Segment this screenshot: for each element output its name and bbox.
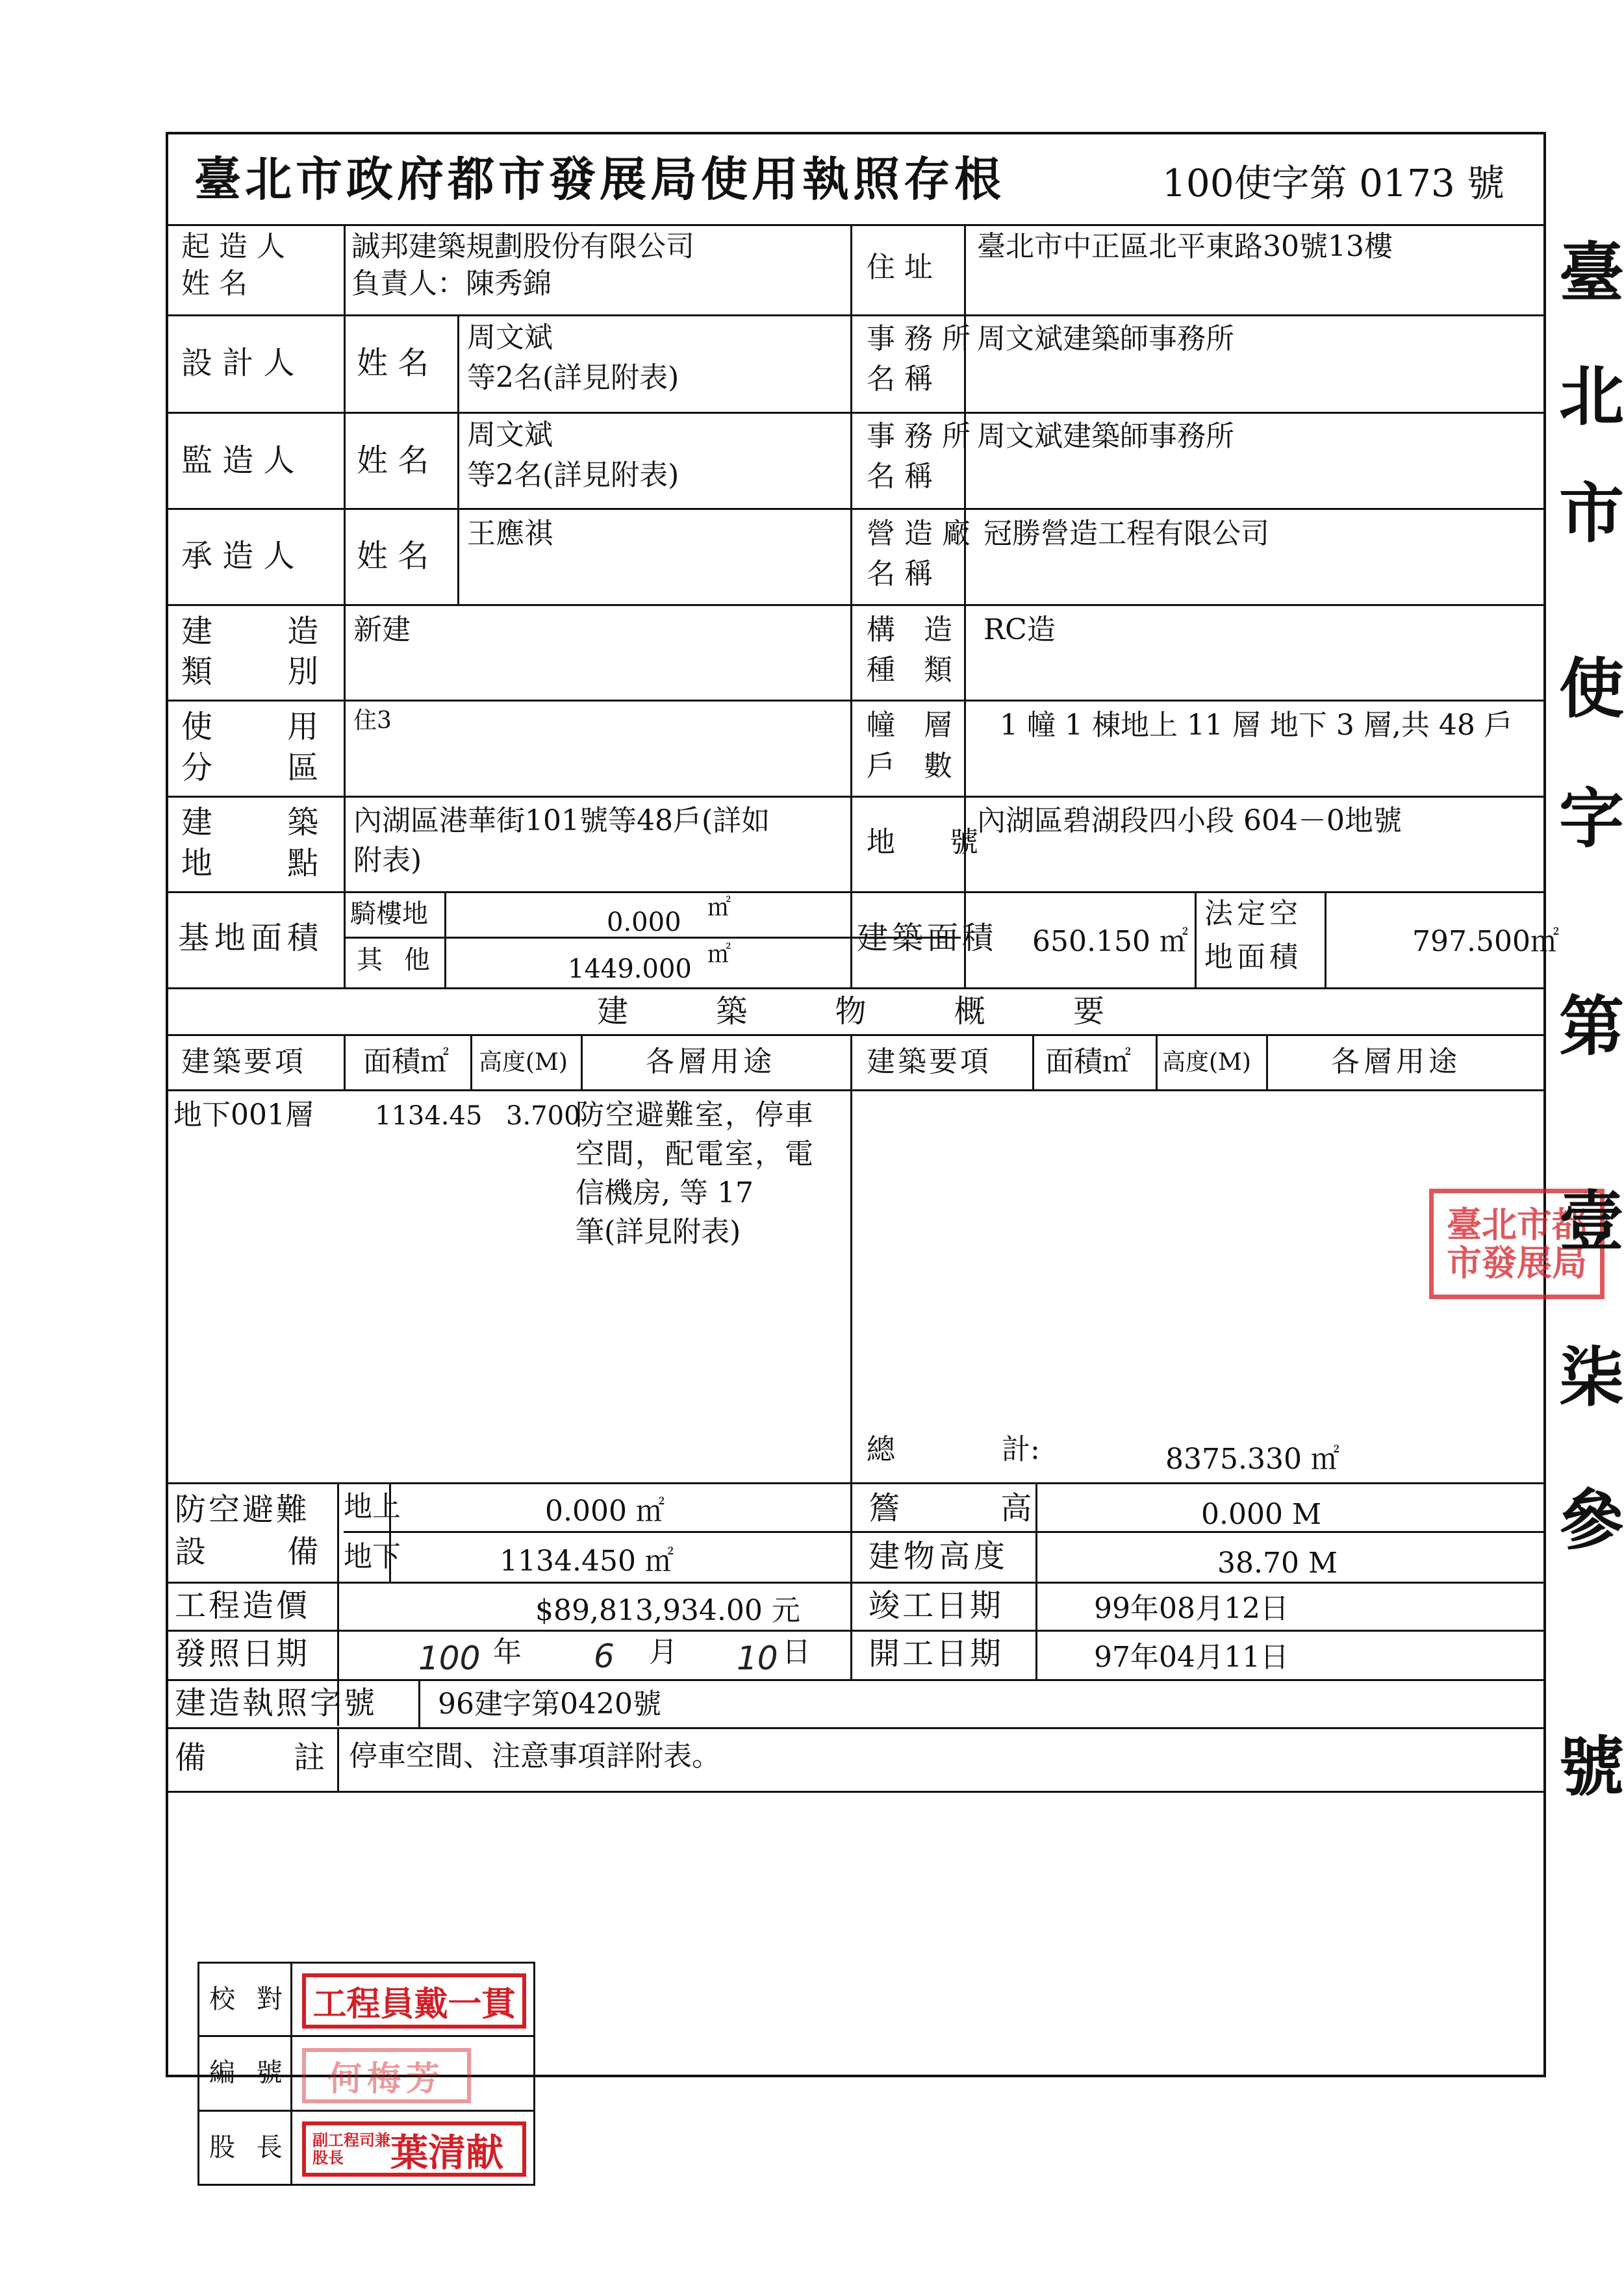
floor-use-4: 筆(詳見附表) <box>576 1215 741 1248</box>
build-type-label: 建 造 <box>181 613 319 650</box>
chief-label: 股 長 <box>209 2132 283 2162</box>
designer-office-label: 事 務 所 <box>867 322 971 355</box>
margin-char: 臺 <box>1559 234 1624 311</box>
below-label: 地下 <box>344 1540 401 1573</box>
zoning-label: 使 用 <box>181 709 319 745</box>
col-line <box>444 891 446 987</box>
margin-char: 壹 <box>1559 1183 1624 1259</box>
col-line <box>1032 1034 1034 1089</box>
above-area: 0.000 ㎡ <box>545 1495 665 1528</box>
row-line <box>168 1679 1546 1681</box>
location-label-2: 地 點 <box>181 845 319 881</box>
builder-company: 誠邦建築規劃股份有限公司 <box>351 230 694 263</box>
col-line <box>418 1679 420 1727</box>
arcade-unit: ㎡ <box>707 894 731 921</box>
col-line <box>1266 1034 1268 1089</box>
address-label: 住 址 <box>867 251 933 284</box>
col-line <box>850 1482 852 1679</box>
issue-year-unit: 年 <box>493 1636 522 1669</box>
row-line <box>168 604 1546 606</box>
contractor-name-label: 姓 名 <box>357 538 429 574</box>
shelter-label: 防空避難 <box>175 1491 311 1528</box>
cost-label: 工程造價 <box>175 1588 311 1624</box>
supervisor-office: 周文斌建築師事務所 <box>977 420 1234 453</box>
margin-char: 柒 <box>1559 1339 1624 1415</box>
builder-representative: 負責人：陳秀錦 <box>351 267 552 300</box>
above-label: 地上 <box>344 1490 401 1523</box>
contractor-label: 承 造 人 <box>181 538 295 574</box>
supervisor-name: 周文斌 <box>467 418 553 451</box>
col-item-right: 建築要項 <box>867 1045 991 1078</box>
form-title: 臺北市政府都市發展局使用執照存根 <box>194 151 1006 207</box>
margin-char: 市 <box>1559 475 1624 551</box>
build-type-label-2: 類 別 <box>181 653 319 690</box>
completion-date: 99年08月12日 <box>1094 1592 1289 1625</box>
col-height-left: 高度(M) <box>479 1049 568 1076</box>
arcade-area: 0.000 <box>607 907 681 937</box>
designer-office: 周文斌建築師事務所 <box>977 322 1234 355</box>
site-area-label: 基地面積 <box>178 920 324 956</box>
margin-char: 參 <box>1559 1482 1624 1558</box>
location-address-2: 附表) <box>353 844 422 877</box>
build-type: 新建 <box>353 613 411 646</box>
designer-name-label: 姓 名 <box>357 345 429 381</box>
chief-stamp <box>302 2121 526 2177</box>
building-area: 650.150 ㎡ <box>1032 925 1188 958</box>
row-line <box>168 1630 1546 1632</box>
col-use-left: 各層用途 <box>646 1045 776 1078</box>
total-label: 總 計: <box>867 1433 1040 1466</box>
row-line <box>168 224 1546 226</box>
issue-date-label: 發照日期 <box>175 1636 311 1672</box>
col-line <box>850 224 852 987</box>
checker-stamp: 工程員戴一貫 <box>302 1973 526 2029</box>
row-line <box>168 1582 1546 1584</box>
col-line <box>1156 1034 1158 1089</box>
margin-char: 號 <box>1559 1728 1624 1805</box>
other-unit: ㎡ <box>707 941 731 968</box>
issue-year: 100 <box>418 1639 481 1677</box>
eave-label: 簷 高 <box>869 1490 1032 1526</box>
open-space-label-2: 地面積 <box>1204 941 1302 974</box>
issue-month-unit: 月 <box>649 1636 678 1669</box>
col-item-left: 建築要項 <box>181 1045 306 1078</box>
col-line <box>344 1034 346 1089</box>
row-line <box>168 1727 1546 1729</box>
other-area: 1449.000 <box>568 954 692 984</box>
designer-office-label-2: 名 稱 <box>867 362 933 396</box>
lot-number: 內湖區碧湖段四小段 604－0地號 <box>977 804 1402 837</box>
issue-month: 6 <box>594 1638 615 1675</box>
supervisor-name-label: 姓 名 <box>357 442 429 479</box>
structure-label-2: 種 類 <box>867 653 952 687</box>
row-line <box>850 1531 1546 1533</box>
row-line <box>168 891 1546 893</box>
construction-cost: $89,813,934.00 元 <box>535 1594 800 1627</box>
row-line <box>168 796 1546 798</box>
designer-name-extra: 等2名(詳見附表) <box>467 361 679 394</box>
remark-label: 備 註 <box>175 1740 325 1776</box>
col-line <box>457 314 459 604</box>
supervisor-office-label-2: 名 稱 <box>867 460 933 493</box>
building-height: 38.70 M <box>1217 1547 1338 1580</box>
numberer-stamp: 何梅芳 <box>302 2048 471 2103</box>
check-label: 校 對 <box>209 1984 283 2014</box>
contractor-firm-label: 營 造 廠 <box>867 517 971 550</box>
col-line <box>337 1727 339 1791</box>
row-line <box>168 1034 1546 1036</box>
contractor-name: 王應祺 <box>467 517 553 550</box>
location-label: 建 築 <box>181 804 319 841</box>
builder-label: 起 造 人 <box>181 230 285 263</box>
row-line <box>168 987 1546 989</box>
permit-form <box>166 132 1559 2175</box>
margin-char: 北 <box>1559 358 1624 435</box>
signature-table <box>197 1962 535 2186</box>
issue-day-unit: 日 <box>782 1636 811 1669</box>
structure-type: RC造 <box>983 613 1056 646</box>
col-area-left: 面積㎡ <box>363 1045 449 1078</box>
builder-name-label: 姓 名 <box>181 267 247 300</box>
number-label: 編 號 <box>209 2058 283 2088</box>
col-area-right: 面積㎡ <box>1045 1045 1131 1078</box>
remark: 停車空間、注意事項詳附表。 <box>349 1740 720 1773</box>
building-area-label: 建築面積 <box>857 920 998 956</box>
below-area: 1134.450 ㎡ <box>500 1545 674 1578</box>
issue-day: 10 <box>737 1639 778 1677</box>
chief-stamp-title: 副工程司兼股長 <box>312 2131 390 2167</box>
supervisor-label: 監 造 人 <box>181 442 295 479</box>
row-line <box>168 412 1546 414</box>
margin-char: 使 <box>1559 650 1624 727</box>
col-line <box>581 1034 583 1089</box>
col-line <box>1035 1482 1037 1679</box>
arcade-label: 騎樓地 <box>350 899 428 929</box>
building-permit-number: 96建字第0420號 <box>438 1688 661 1721</box>
start-date: 97年04月11日 <box>1094 1641 1289 1674</box>
row-line <box>168 1482 1546 1484</box>
shelter-label-2: 設 備 <box>175 1534 319 1570</box>
open-space-area: 797.500㎡ <box>1412 925 1559 958</box>
building-height-label: 建物高度 <box>869 1538 1009 1575</box>
margin-char: 第 <box>1559 988 1624 1065</box>
contractor-firm-label-2: 名 稱 <box>867 557 933 590</box>
col-line <box>1325 891 1326 987</box>
supervisor-office-label: 事 務 所 <box>867 420 971 453</box>
row-line <box>168 314 1546 316</box>
floor-name: 地下001層 <box>173 1098 314 1132</box>
open-space-label: 法定空 <box>1204 897 1302 930</box>
location-address: 內湖區港華街101號等48戶(詳如 <box>353 804 770 837</box>
designer-label: 設 計 人 <box>181 345 295 381</box>
eave-height: 0.000 M <box>1201 1498 1322 1531</box>
designer-name: 周文斌 <box>467 321 553 354</box>
row-line <box>168 1089 1546 1091</box>
total-area: 8375.330 ㎡ <box>1165 1443 1339 1476</box>
unit-count: 1 幢 1 棟地上 11 層 地下 3 層,共 48 戶 <box>1000 709 1513 742</box>
unit-count-label: 幢 層 <box>867 709 952 742</box>
overview-title: 建 築 物 概 要 <box>597 993 1105 1030</box>
col-line <box>850 1034 852 1482</box>
col-line <box>344 224 346 987</box>
floor-use-2: 空間，配電室，電 <box>576 1137 815 1171</box>
seal-text: 臺北市都市發展局 <box>1447 1203 1587 1284</box>
row-line <box>168 1791 1546 1793</box>
col-use-right: 各層用途 <box>1331 1045 1461 1078</box>
chief-stamp-name: 葉清献 <box>390 2130 504 2175</box>
zoning-label-2: 分 區 <box>181 750 319 786</box>
completion-date-label: 竣工日期 <box>869 1588 1004 1624</box>
col-line <box>470 1034 472 1089</box>
floor-height: 3.700 <box>506 1101 581 1131</box>
other-label: 其 他 <box>357 945 430 975</box>
margin-char: 字 <box>1559 780 1624 857</box>
start-date-label: 開工日期 <box>869 1636 1004 1672</box>
supervisor-name-extra: 等2名(詳見附表) <box>467 459 679 492</box>
row-line <box>168 508 1546 510</box>
unit-count-label-2: 戶 數 <box>867 750 952 783</box>
floor-use: 防空避難室，停車 <box>576 1098 815 1132</box>
floor-area: 1134.45 <box>375 1101 483 1131</box>
lot-label: 地 號 <box>867 826 978 859</box>
col-height-right: 高度(M) <box>1162 1049 1251 1076</box>
permit-number: 100使字第 0173 號 <box>1162 161 1505 205</box>
zoning-value: 住3 <box>353 707 392 734</box>
floor-use-3: 信機房, 等 17 <box>576 1176 754 1209</box>
contractor-firm: 冠勝營造工程有限公司 <box>983 517 1269 550</box>
row-line <box>168 700 1546 702</box>
structure-label: 構 造 <box>867 613 952 646</box>
permit-no-label: 建造執照字號 <box>175 1685 378 1721</box>
col-line <box>1195 891 1197 987</box>
builder-address: 臺北市中正區北平東路30號13樓 <box>977 230 1393 263</box>
